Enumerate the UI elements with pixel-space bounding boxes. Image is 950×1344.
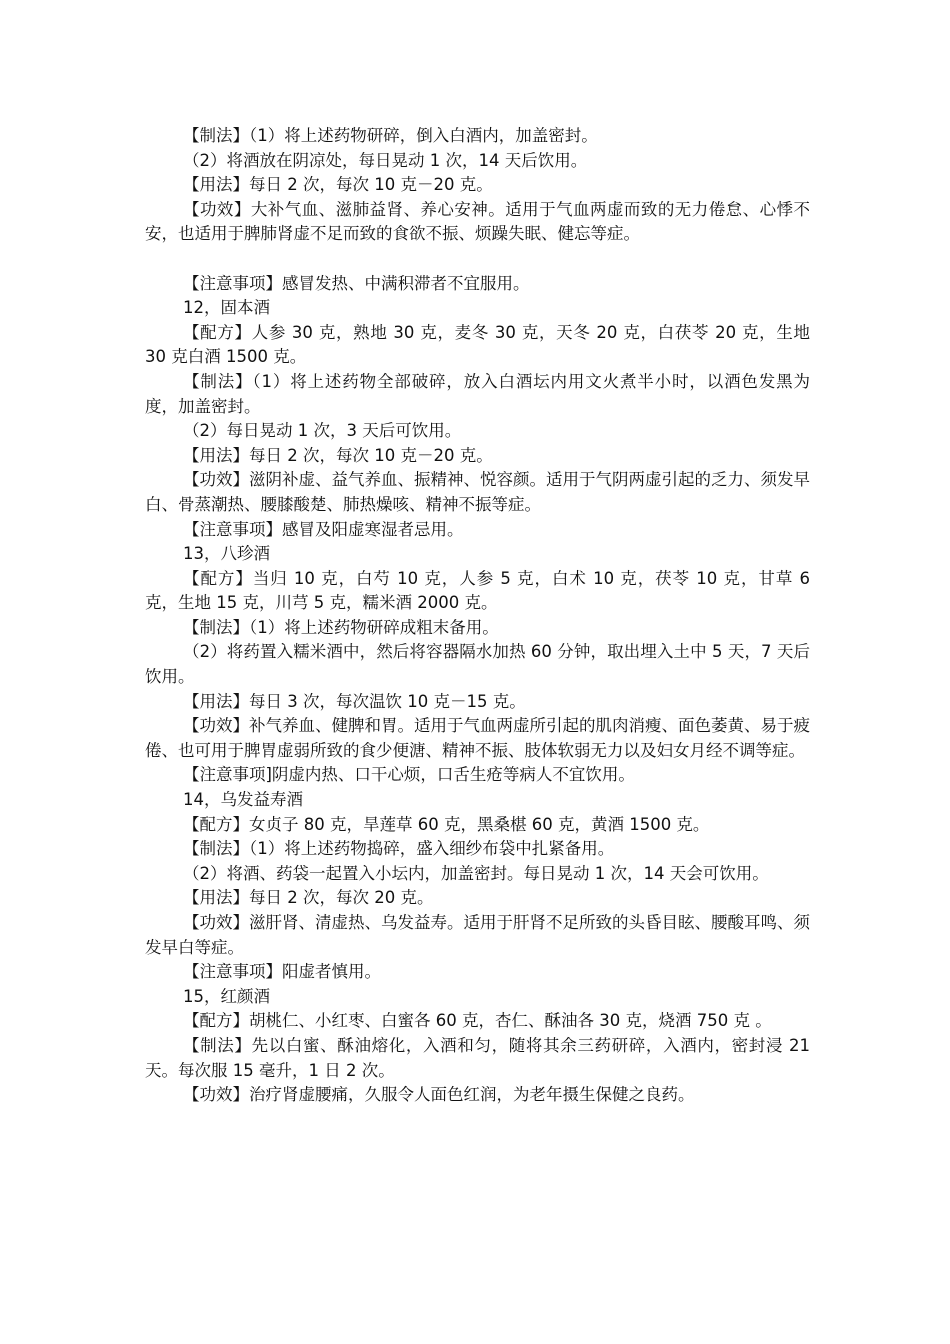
paragraph-yongfa: 【用法】每日 2 次，每次 10 克－20 克。 — [183, 175, 493, 195]
recipe-title-14: 14，乌发益寿酒 — [183, 790, 303, 810]
recipe-title-15: 15，红颜酒 — [183, 986, 270, 1006]
recipe13-peifang: 【配方】当归 10 克，白芍 10 克，人参 5 克，白术 10 克，茯苓 10 克，甘草 6 克，生地 15 克，川芎 5 克，糯米酒 2000 克。 — [145, 568, 810, 613]
recipe15-zhifa: 【制法】先以白蜜、酥油熔化，入酒和匀，随将其余三药研碎，入酒内，密封浸 21 天。每次服 15 毫升，1 日 2 次。 — [145, 1035, 810, 1080]
recipe14-zhifa-2: （2）将酒、药袋一起置入小坛内，加盖密封。每日晃动 1 次，14 天会可饮用。 — [183, 863, 769, 883]
recipe12-peifang: 【配方】人参 30 克，熟地 30 克，麦冬 30 克，天冬 20 克，白茯苓 20 克，生地 30 克白酒 1500 克。 — [145, 322, 810, 367]
recipe15-peifang: 【配方】胡桃仁、小红枣、白蜜各 60 克，杏仁、酥油各 30 克，烧酒 750 克 。 — [183, 1011, 772, 1031]
blank-line — [145, 247, 810, 272]
recipe12-gongxiao: 【功效】滋阴补虚、益气养血、振精神、悦容颜。适用于气阴两虚引起的乏力、须发早白、骨蒸潮热、腰膝酸楚、肺热燥咳、精神不振等症。 — [145, 470, 810, 514]
recipe14-yongfa: 【用法】每日 2 次，每次 20 克。 — [183, 888, 434, 908]
recipe14-zhuyi: 【注意事项】阳虚者慎用。 — [183, 962, 381, 982]
recipe12-zhifa-1: 【制法】（1）将上述药物全部破碎，放入白酒坛内用文火煮半小时，以酒色发黑为度，加盖密封。 — [145, 371, 810, 416]
recipe12-zhifa-2: （2）每日晃动 1 次，3 天后可饮用。 — [183, 421, 462, 441]
recipe15-gongxiao: 【功效】治疗肾虚腰痛，久服令人面色红润，为老年摄生保健之良药。 — [183, 1085, 695, 1105]
recipe13-zhifa-2: （2）将药置入糯米酒中，然后将容器隔水加热 60 分钟，取出埋入土中 5 天，7 天后饮用。 — [145, 642, 810, 687]
recipe13-zhuyi: 【注意事项]阴虚内热、口干心烦，口舌生疮等病人不宜饮用。 — [183, 765, 635, 785]
paragraph-zhifa-1: 【制法】（1）将上述药物研碎，倒入白酒内，加盖密封。 — [183, 126, 598, 145]
recipe13-yongfa: 【用法】每日 3 次，每次温饮 10 克－15 克。 — [183, 691, 526, 711]
recipe-title-12: 12，固本酒 — [183, 298, 270, 318]
recipe14-zhifa-1: 【制法】（1）将上述药物捣碎，盛入细纱布袋中扎紧备用。 — [183, 839, 615, 859]
paragraph-gongxiao: 【功效】大补气血、滋肺益肾、养心安神。适用于气血两虚而致的无力倦怠、心悸不安，也适用于脾肺肾虚不足而致的食欲不振、烦躁失眠、健忘等症。 — [145, 199, 810, 244]
paragraph-zhifa-2: （2）将酒放在阴凉处，每日晃动 1 次，14 天后饮用。 — [183, 150, 588, 170]
recipe14-gongxiao: 【功效】滋肝肾、清虚热、乌发益寿。适用于肝肾不足所致的头昏目眩、腰酸耳鸣、须发早白等症。 — [145, 913, 810, 957]
recipe13-gongxiao: 【功效】补气养血、健脾和胃。适用于气血两虚所引起的肌肉消瘦、面色萎黄、易于疲倦、也可用于脾胃虚弱所致的食少便溏、精神不振、肢体软弱无力以及妇女月经不调等症。 — [145, 716, 810, 760]
paragraph-zhuyi: 【注意事项】感冒发热、中满积滞者不宜服用。 — [183, 273, 530, 293]
recipe14-peifang: 【配方】女贞子 80 克，旱莲草 60 克，黑桑椹 60 克，黄酒 1500 克。 — [183, 814, 710, 834]
recipe12-yongfa: 【用法】每日 2 次，每次 10 克－20 克。 — [183, 445, 493, 465]
document-body — [145, 124, 810, 1108]
recipe-title-13: 13，八珍酒 — [183, 544, 270, 564]
recipe13-zhifa-1: 【制法】（1）将上述药物研碎成粗末备用。 — [183, 617, 499, 637]
recipe12-zhuyi: 【注意事项】感冒及阳虚寒湿者忌用。 — [183, 519, 464, 539]
